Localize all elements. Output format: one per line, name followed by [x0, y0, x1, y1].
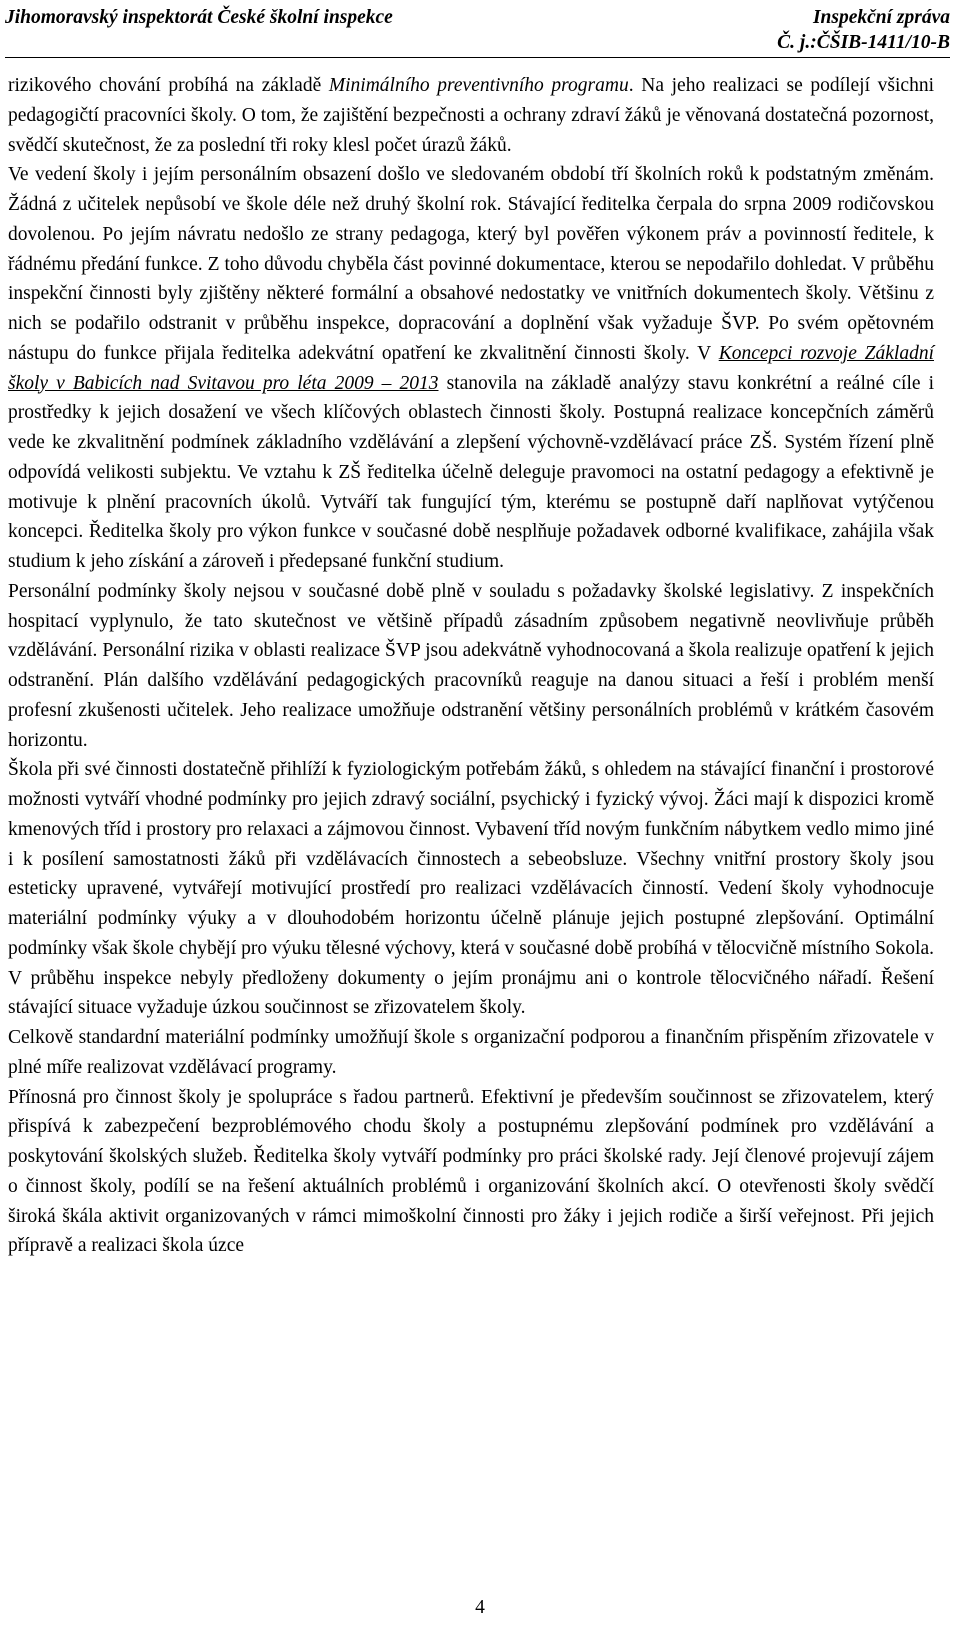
paragraph-text: Přínosná pro činnost školy je spolupráce s řadou partnerů. Efektivní je především součinnost se zřizovatelem, který přispívá k zabezpečení bezproblémového chodu školy a postupnému zlepšování podmínek pro vzdělávání a poskytování školských služeb. Ředitelka školy vytváří podmínky pro práci školské rady. Její členové projevují zájem o činnost školy, podílí se na řešení aktuálních problémů i organizování školních akcí. O otevřenosti školy svědčí široká škála aktivit organizovaných v rámci mimoškolní činnosti pro žáky i jejich rodiče a širší veřejnost. Při jejich přípravě a realizaci škola úzce [8, 1086, 934, 1257]
report-title: Inspekční zpráva [812, 7, 950, 28]
page-header [5, 5, 950, 58]
paragraph-text: Celkově standardní materiální podmínky umožňují škole s organizační podporou a finančním přispěním zřizovatele v plné míře realizovat vzdělávací programy. [8, 1027, 934, 1078]
paragraph-text: . Na jeho realizaci se podílejí všichni pedagogičtí pracovníci školy. O tom, že zajištění bezpečnosti a ochrany zdraví žáků je věnovaná dostatečná pozornost, svědčí skutečnost, že za poslední tři roky klesl počet úrazů žáků. [8, 75, 934, 156]
paragraph-text: Škola při své činnosti dostatečně přihlíží k fyziologickým potřebám žáků, s ohledem na stávající finanční i prostorové možnosti vytváří vhodné podmínky pro jejich zdravý sociální, psychický i fyzický vývoj. Žáci mají k dispozici kromě kmenových tříd i prostory pro relaxaci a zájmovou činnost. Vybavení tříd novým funkčním nábytkem vedlo mimo jiné i k posílení samostatnosti žáků při vzdělávacích činnostech a sebeobsluze. Všechny vnitřní prostory školy jsou esteticky upravené, vytvářejí motivující prostředí pro realizaci vzdělávacích činností. Vedení školy vyhodnocuje materiální podmínky výuky a v dlouhodobém horizontu účelně plánuje jejich postupné zlepšování. Optimální podmínky však škole chybějí pro výuku tělesné výchovy, která v současné době probíhá v tělocvičně místního Sokola. V průběhu inspekce nebyly předloženy dokumenty o jejím pronájmu ani o kontrole tělocvičného nářadí. Řešení stávající situace vyžaduje úzkou součinnost se zřizovatelem školy. [8, 759, 934, 1019]
body-paragraph [8, 71, 934, 160]
body-paragraph [8, 1023, 934, 1083]
paragraph-text: Personální podmínky školy nejsou v současné době plně v souladu s požadavky školské legislativy. Z inspekčních hospitací vyplynulo, že tato skutečnost ve většině případů zásadním způsobem negativně neovlivňuje průběh vzdělávání. Personální rizika v oblasti realizace ŠVP jsou adekvátně vyhodnocovaná a škola realizuje opatření k jejich odstranění. Plán dalšího vzdělávání pedagogických pracovníků reaguje na danou situaci a řeší i problém menší profesní zkušenosti učitelek. Jeho realizace umožňuje odstranění většiny personálních problémů v krátkém časovém horizontu. [8, 580, 934, 751]
document-title-reference: Minimálního preventivního programu [328, 75, 629, 96]
body-paragraph [8, 160, 934, 577]
paragraph-text: Ve vedení školy i jejím personálním obsazení došlo ve sledovaném období tří školních roků k podstatným změnám. Žádná z učitelek nepůsobí ve škole déle než druhý školní rok. Stávající ředitelka čerpala do srpna 2009 rodičovskou dovolenou. Po jejím návratu nedošlo ze strany pedagoga, který byl pověřen výkonem práv a povinností ředitele, k řádnému předání funkce. Z toho důvodu chyběla část povinné dokumentace, kterou se nepodařilo dohledat. V průběhu inspekční činnosti byly zjištěny některé formální a obsahové nedostatky ve vnitřních dokumentech školy. Většinu z nich se podařilo odstranit v průběhu inspekce, dopracování a doplnění však vyžaduje ŠVP. Po svém opětovném nástupu do funkce přijala ředitelka adekvátní opatření ke zkvalitnění činnosti školy. V [8, 164, 934, 364]
report-body [8, 71, 934, 1261]
inspectorate-name: Jihomoravský inspektorát České školní inspekce [5, 7, 393, 28]
paragraph-text: stanovila na základě analýzy stavu konkrétní a reálné cíle i prostředky k jejich dosažení ve všech klíčových oblastech činnosti školy. Postupná realizace koncepčních záměrů vede ke zkvalitnění podmínek základního vzdělávání a zlepšení výchovně-vzdělávací práce ZŠ. Systém řízení plně odpovídá velikosti subjektu. Ve vztahu k ZŠ ředitelka účelně deleguje pravomoci na ostatní pedagogy a efektivně je motivuje k plnění pracovních úkolů. Vytváří tak fungující tým, kterému se postupně daří naplňovat vytýčenou koncepci. Ředitelka školy pro výkon funkce v současné době nesplňuje požadavek odborné kvalifikace, zahájila však studium k jeho získání a zároveň i předepsané funkční studium. [8, 372, 935, 572]
document-title-reference: Koncepci rozvoje Základní školy v Babicích nad Svitavou pro léta 2009 – 2013 [8, 342, 934, 394]
body-paragraph [8, 755, 934, 1023]
reference-number: Č. j.:ČŠIB-1411/10-B [777, 32, 950, 53]
page-number: 4 [475, 1597, 485, 1618]
paragraph-text: rizikového chování probíhá na základě [8, 75, 329, 96]
report-identification [777, 5, 950, 55]
body-paragraph [8, 577, 934, 756]
body-paragraph [8, 1083, 934, 1262]
